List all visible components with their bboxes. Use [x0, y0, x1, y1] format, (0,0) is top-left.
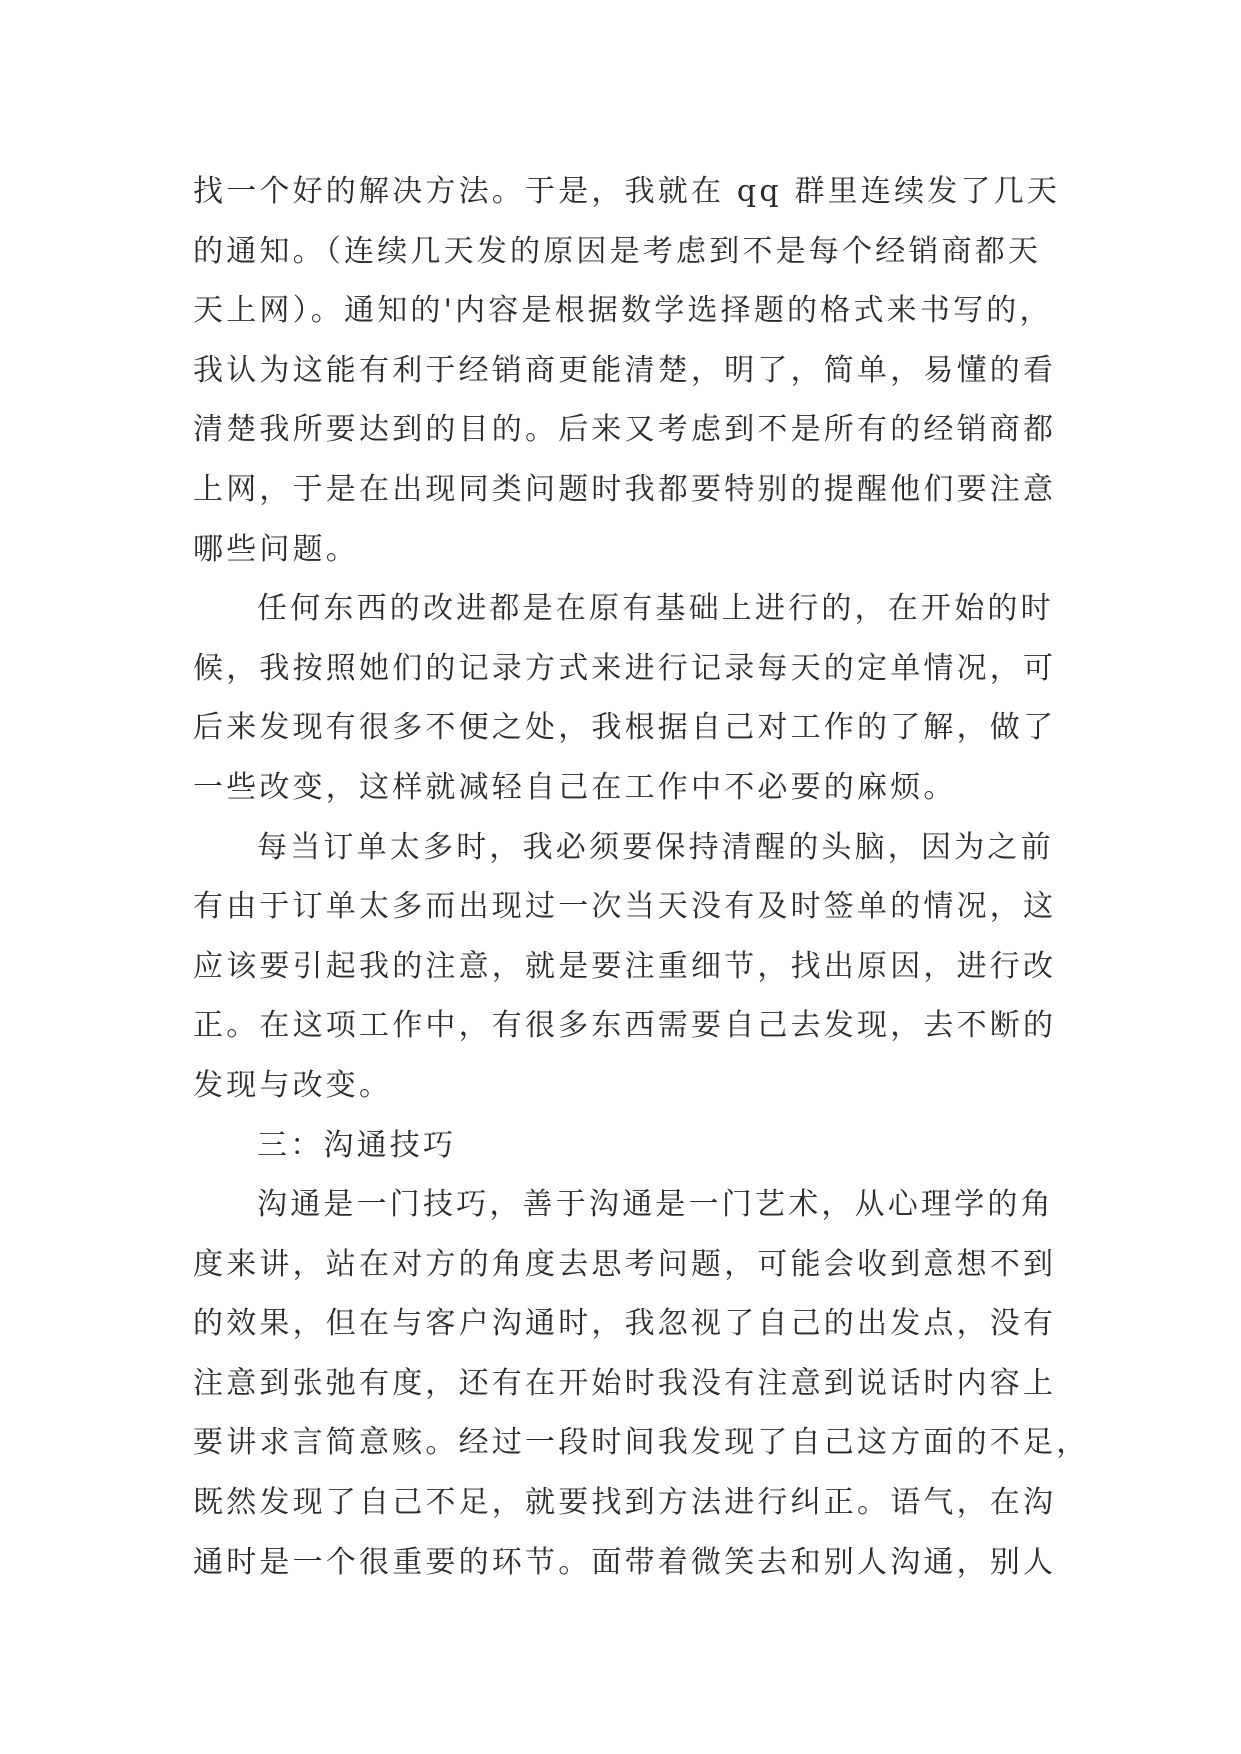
text-line: 有由于订单太多而出现过一次当天没有及时签单的情况，这: [193, 889, 1057, 925]
text-line: 上网，于是在出现同类问题时我都要特别的提醒他们要注意: [193, 471, 1057, 507]
text-line: 候，我按照她们的记录方式来进行记录每天的定单情况，可: [193, 650, 1057, 686]
text-line: 既然发现了自己不足，就要找到方法进行纠正。语气，在沟: [193, 1485, 1057, 1521]
text-line: 清楚我所要达到的目的。后来又考虑到不是所有的经销商都: [193, 412, 1057, 448]
text-line: 度来讲，站在对方的角度去思考问题，可能会收到意想不到: [193, 1246, 1057, 1282]
text-line: 正。在这项工作中，有很多东西需要自己去发现，去不断的: [193, 1008, 1057, 1044]
section-heading: 三：沟通技巧: [257, 1127, 457, 1163]
document-body: [193, 162, 1090, 1592]
text-line: 的效果，但在与客户沟通时，我忽视了自己的出发点，没有: [193, 1306, 1057, 1342]
text-line: 要讲求言简意赅。经过一段时间我发现了自己这方面的不足，: [193, 1425, 1090, 1461]
paragraph-first-line: 每当订单太多时，我必须要保持清醒的头脑，因为之前: [257, 829, 1054, 865]
text-line: 注意到张弛有度，还有在开始时我没有注意到说话时内容上: [193, 1365, 1057, 1401]
text-line: 应该要引起我的注意，就是要注重细节，找出原因，进行改: [193, 948, 1057, 984]
text-line: 后来发现有很多不便之处，我根据自己对工作的了解，做了: [193, 710, 1057, 746]
paragraph-first-line: 任何东西的改进都是在原有基础上进行的，在开始的时: [257, 591, 1054, 627]
text-line: 哪些问题。: [193, 531, 359, 567]
text-line: 的通知。（连续几天发的原因是考虑到不是每个经销商都天: [193, 233, 1042, 269]
text-line: 发现与改变。: [193, 1067, 393, 1103]
text-line: 一些改变，这样就减轻自己在工作中不必要的麻烦。: [193, 769, 957, 805]
text-line: 找一个好的解决方法。于是，我就在 qq 群里连续发了几天: [193, 174, 1061, 209]
text-line: 我认为这能有利于经销商更能清楚，明了，简单，易懂的看: [193, 352, 1057, 388]
paragraph-first-line: 沟通是一门技巧，善于沟通是一门艺术，从心理学的角: [257, 1187, 1054, 1223]
text-line: 天上网）。通知的'内容是根据数学选择题的格式来书写的，: [193, 293, 1053, 329]
text-line: 通时是一个很重要的环节。面带着微笑去和别人沟通，别人: [193, 1544, 1057, 1580]
